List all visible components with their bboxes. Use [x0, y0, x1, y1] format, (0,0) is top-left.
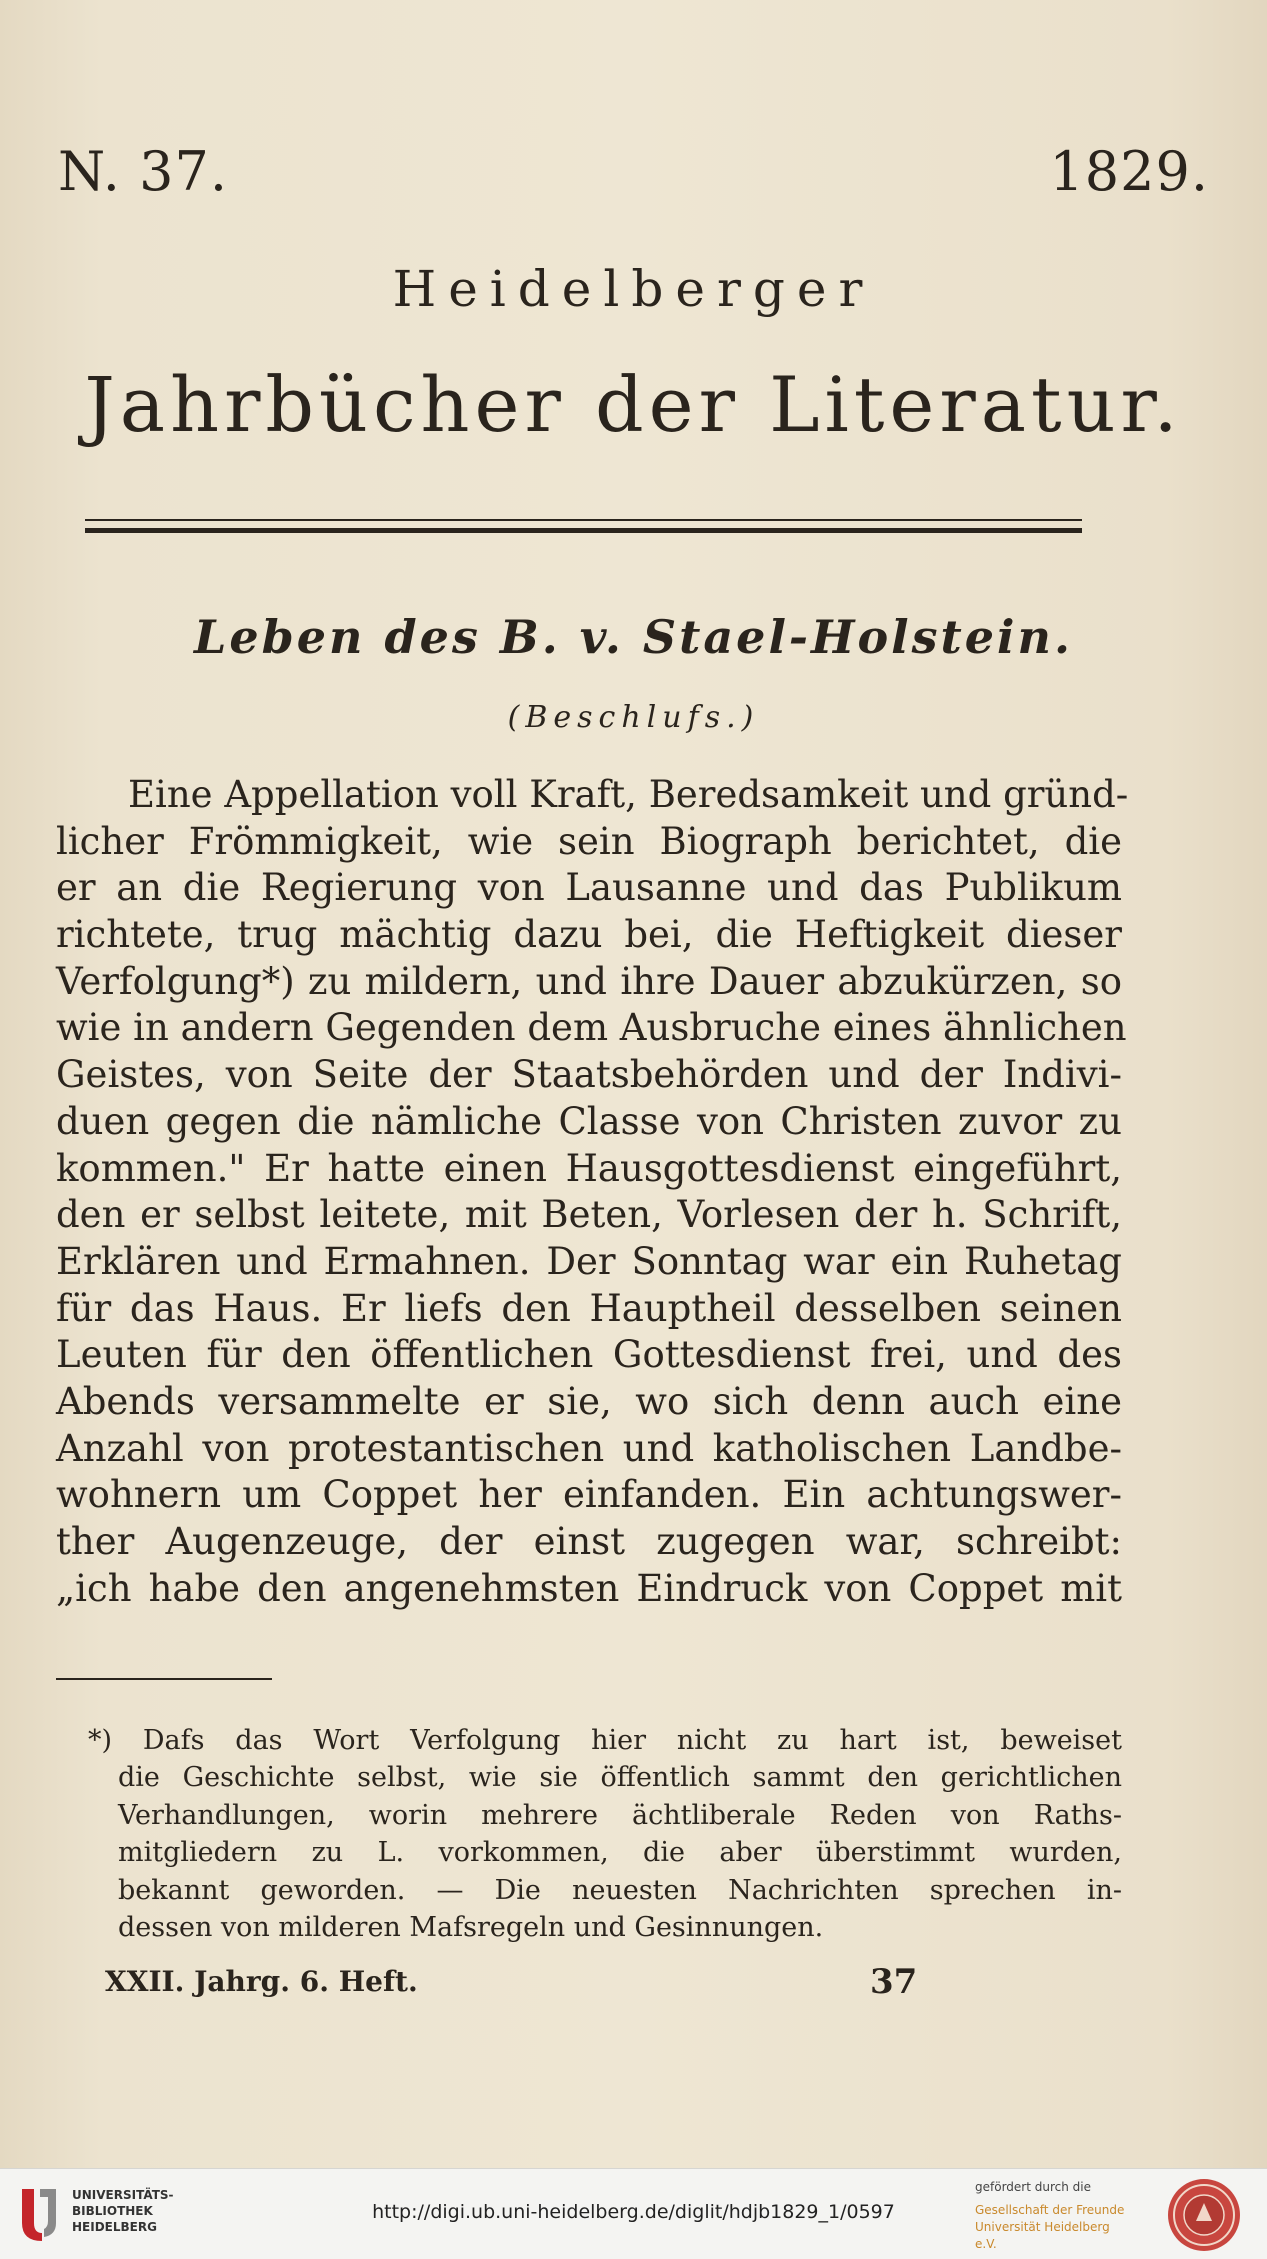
library-name-line: HEIDELBERG: [72, 2220, 157, 2234]
body-line: licher Frömmigkeit, wie sein Biograph berichtet, die: [56, 819, 1122, 863]
sponsor-lead: gefördert durch die: [975, 2180, 1091, 2194]
library-name-line: UNIVERSITÄTS-: [72, 2188, 174, 2202]
title-double-rule: [85, 519, 1082, 533]
year: 1829.: [1049, 140, 1209, 203]
footnote-line: Verhandlungen, worin mehrere ächtliberale Reden von Raths-: [118, 1799, 1122, 1831]
article-title: Leben des B. v. Stael-Holstein.: [194, 610, 1073, 664]
page-number: 37: [870, 1962, 918, 2002]
footnote-line: die Geschichte selbst, wie sie öffentlich sammt den gerichtlichen: [118, 1762, 1122, 1794]
body-line: Erklären und Ermahnen. Der Sonntag war ein Ruhetag: [56, 1239, 1122, 1283]
footnote-line: mitgliedern zu L. vorkommen, die aber überstimmt wurden,: [118, 1837, 1122, 1869]
body-line: kommen." Er hatte einen Hausgottesdienst eingeführt,: [56, 1146, 1122, 1190]
body-line: er an die Regierung von Lausanne und das Publikum: [56, 866, 1122, 910]
page-url-link[interactable]: http://digi.ub.uni-heidelberg.de/diglit/hdjb1829_1/0597: [372, 2201, 895, 2223]
body-line: Geistes, von Seite der Staatsbehörden und der Indivi-: [56, 1053, 1122, 1097]
university-seal-icon: [1166, 2177, 1242, 2253]
body-line: den er selbst leitete, mit Beten, Vorlesen der h. Schrift,: [56, 1193, 1122, 1237]
library-name-line: BIBLIOTHEK: [72, 2204, 153, 2218]
article-subtitle: (Beschlufs.): [507, 700, 760, 735]
page-header: [58, 140, 1209, 203]
sponsor-credit: [975, 2179, 1135, 2253]
body-line: ther Augenzeuge, der einst zugegen war, schreibt:: [56, 1520, 1122, 1563]
footnote-line: dessen von milderen Mafsregeln und Gesinnungen.: [118, 1911, 824, 1943]
signature-mark: XXII. Jahrg. 6. Heft.: [105, 1965, 418, 1998]
issue-number: N. 37.: [58, 140, 229, 203]
body-line: duen gegen die nämliche Classe von Christen zuvor zu: [56, 1099, 1122, 1143]
body-line: wie in andern Gegenden dem Ausbruche eines ähnlichen: [56, 1006, 1127, 1050]
journal-title: Jahrbücher der Literatur.: [84, 360, 1183, 449]
body-line: Leuten für den öffentlichen Gottesdienst frei, und des: [56, 1333, 1122, 1377]
viewer-footer: [0, 2168, 1267, 2259]
sponsor-line-2: Universität Heidelberg e.V.: [975, 2220, 1110, 2251]
body-line: richtete, trug mächtig dazu bei, die Heftigkeit dieser: [56, 913, 1122, 957]
body-line: Verfolgung*) zu mildern, und ihre Dauer abzukürzen, so: [56, 959, 1122, 1003]
body-line: Eine Appellation voll Kraft, Beredsamkeit und gründ-: [128, 773, 1129, 816]
footnote-line: bekannt geworden. — Die neuesten Nachrichten sprechen in-: [118, 1874, 1122, 1906]
body-line: für das Haus. Er liefs den Hauptheil desselben seinen: [56, 1286, 1122, 1330]
footnote-separator: [56, 1678, 272, 1680]
body-line: „ich habe den angenehmsten Eindruck von Coppet mit: [56, 1566, 1122, 1610]
journal-supertitle: Heidelberger: [392, 260, 875, 318]
article-body: [56, 772, 1129, 1612]
footnote-line: *) Dafs das Wort Verfolgung hier nicht zu hart ist, beweiset: [88, 1725, 1122, 1756]
footnote: [88, 1722, 1122, 1946]
body-line: Abends versammelte er sie, wo sich denn auch eine: [56, 1379, 1122, 1423]
body-line: wohnern um Coppet her einfanden. Ein achtungswer-: [56, 1473, 1122, 1517]
sponsor-line-1: Gesellschaft der Freunde: [975, 2203, 1125, 2217]
body-line: Anzahl von protestantischen und katholischen Landbe-: [56, 1426, 1122, 1470]
